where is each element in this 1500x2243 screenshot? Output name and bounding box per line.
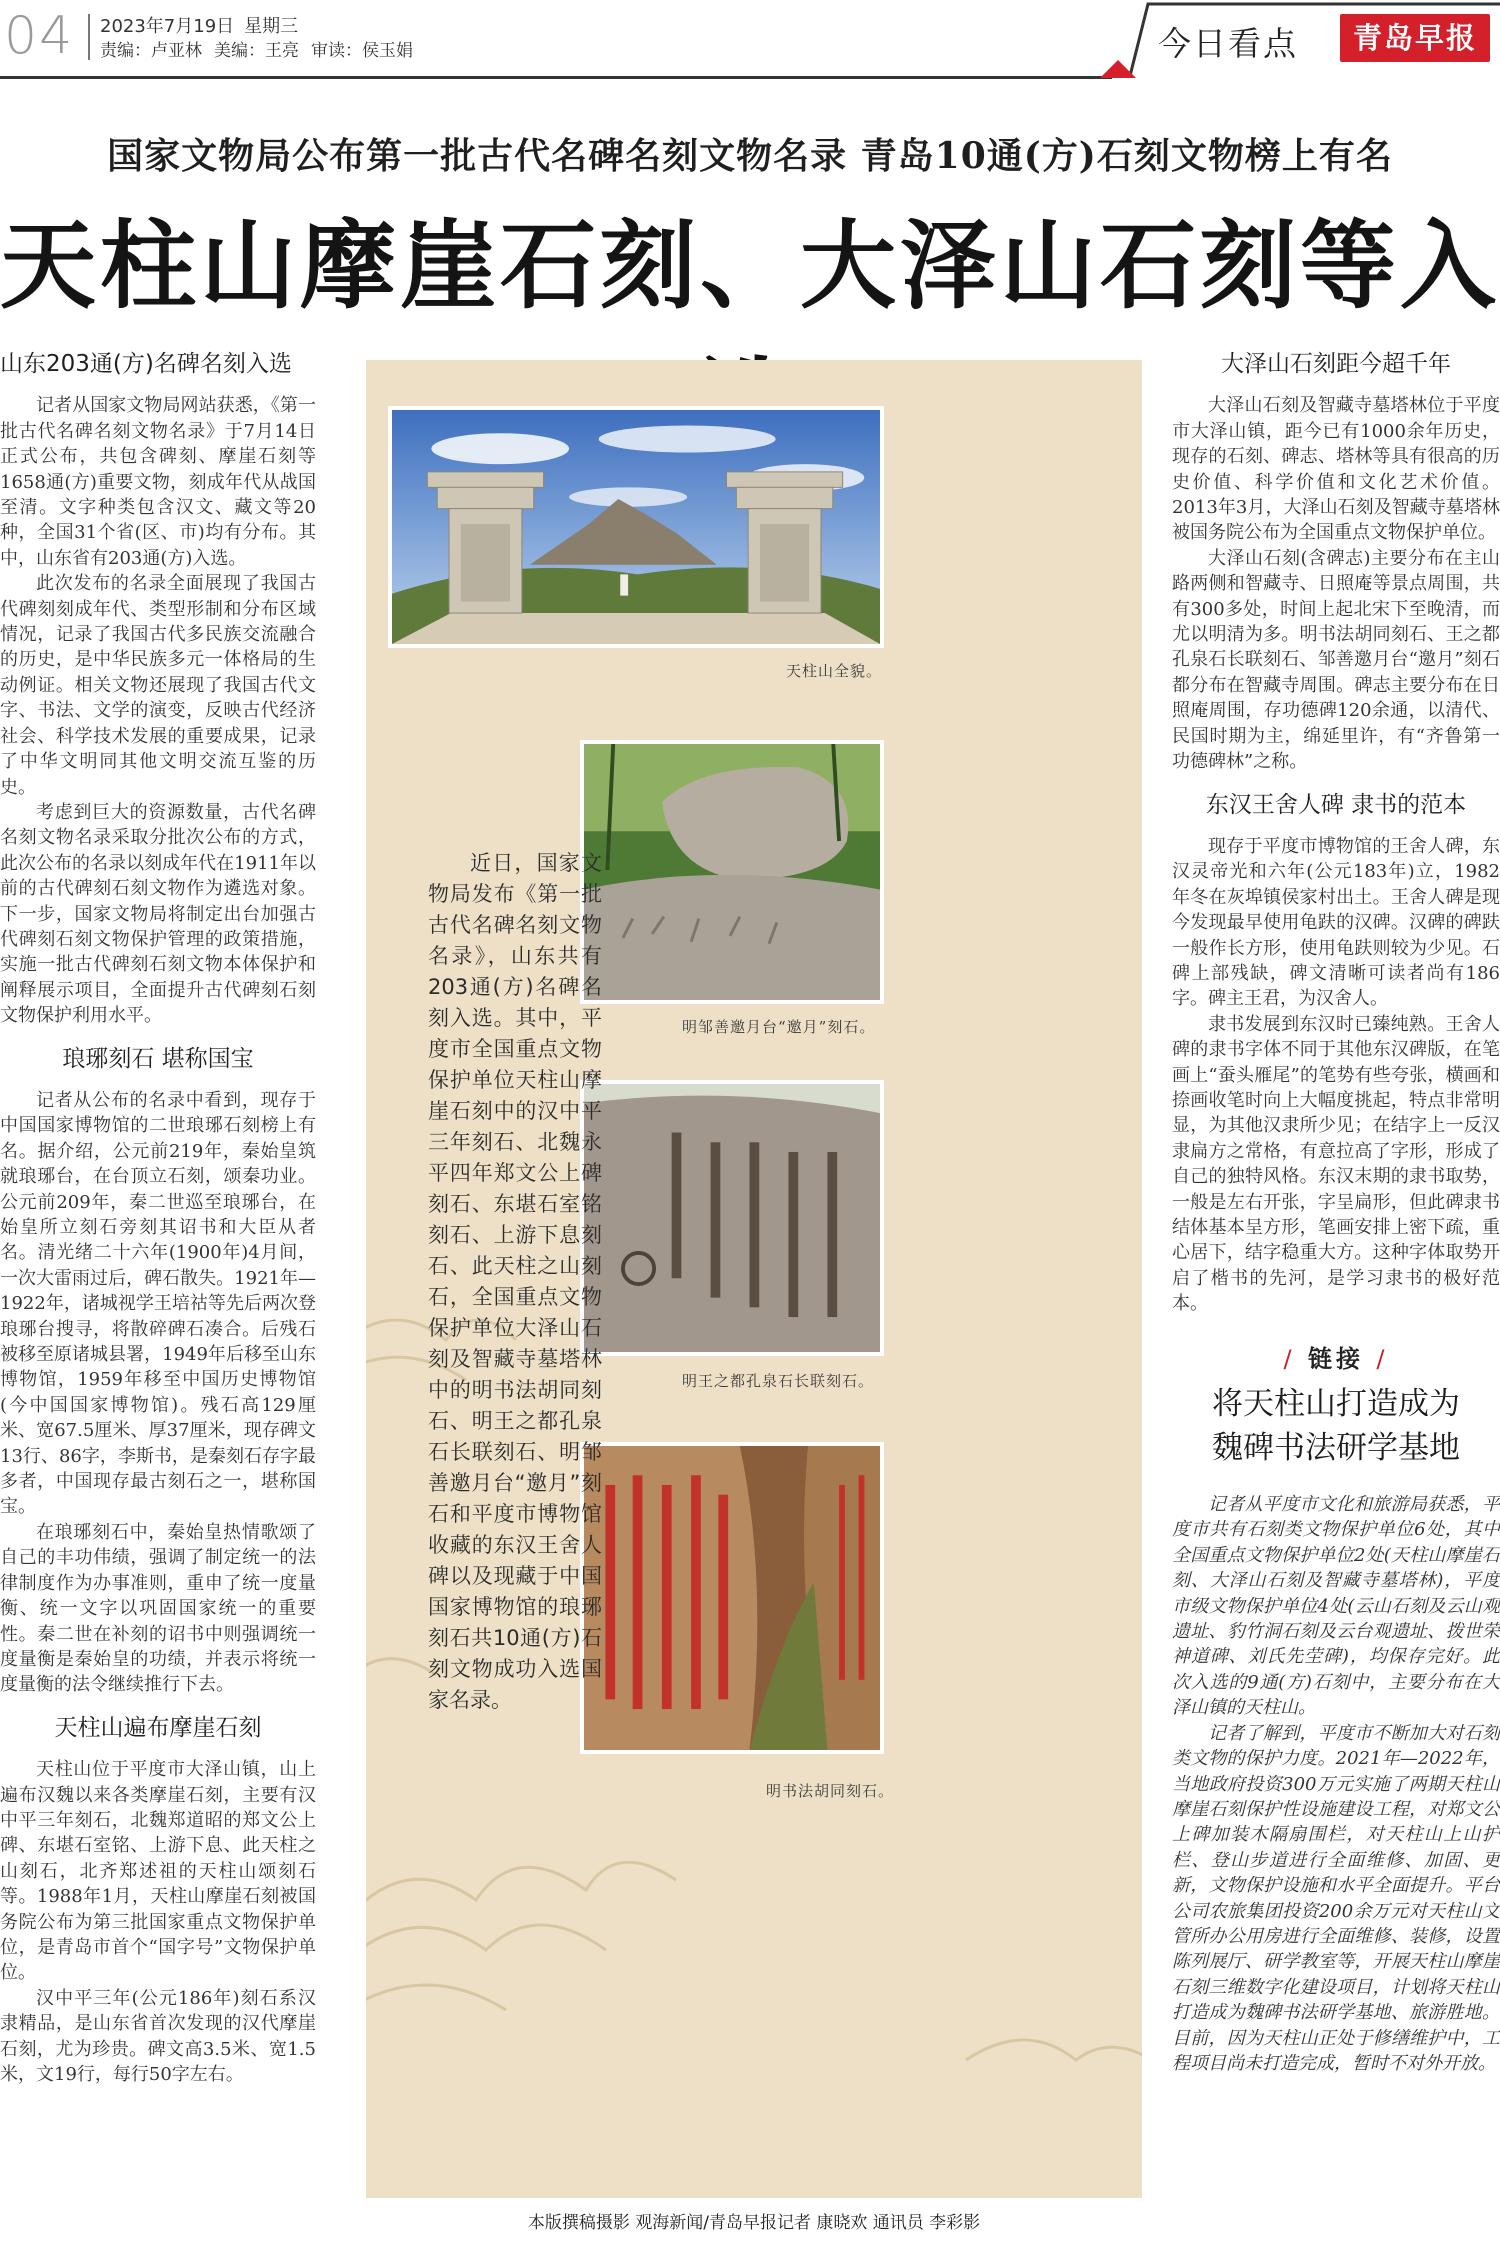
- photo-tianzhushan-panorama: [388, 406, 884, 648]
- link-body: [1172, 1492, 1500, 2076]
- left-column: [0, 352, 316, 2087]
- header-divider: [88, 14, 90, 60]
- article-credit: 本版撰稿摄影 观海新闻/青岛早报记者 康晓欢 通讯员 李彩影: [527, 2213, 981, 2233]
- link-title-line: 将天柱山打造成为: [1212, 1386, 1460, 1423]
- article-headline: 天柱山摩崖石刻、大泽山石刻等入: [0, 210, 1500, 322]
- editor-credits: [100, 36, 425, 61]
- body-paragraph: 隶书发展到东汉时已臻纯熟。王舍人碑的隶书字体不同于其他东汉碑版，在笔画上“蚕头雁尾”的笔势有些夸张，横画和捺画收笔时向上大幅度挑起，特点非常明显，为其他汉隶所少见；在结字上一反汉隶扁方之常格，有意拉高了字形，形成了自己的独特风格。东汉末期的隶书取势，一般是左右开张，字呈扁形，但此碑隶书结体基本呈方形，笔画安排上密下疏，重心居下，结字稳重大方。这种字体取势开启了楷书的先河，是学习隶书的极好范本。: [1172, 1013, 1500, 1315]
- body-paragraph: 记者从公布的名录中看到，现存于中国国家博物馆的二世琅琊石刻榜上有名。据介绍，公元前219年，秦始皇筑就琅琊台，在台顶立石刻，颂秦功业。公元前209年，秦二世巡至琅琊台，在始皇所立刻石旁刻其诏书和大臣从者名。清光绪二十六年(1900年)4月间，一次大雷雨过后，碑石散失。1921年—1922年，诸城视学王培祜等先后两次登琅琊台搜寻，将散碎碑石凑合。后残石被移至原诸城县署，1949年后移至山东博物馆，1959年移至中国历史博物馆(今中国国家博物馆)。残石高129厘米、宽67.5厘米、厚37厘米，现存碑文13行、86字，李斯书，是秦刻石存字最多者，中国现存最古刻石之一，堪称国宝。: [0, 1089, 316, 1518]
- link-title: [1172, 1382, 1500, 1470]
- section-heading: 天柱山遍布摩崖石刻: [54, 1714, 262, 1741]
- link-title-line: 魏碑书法研学基地: [1212, 1430, 1460, 1467]
- body-paragraph: 现存于平度市博物馆的王舍人碑，东汉灵帝光和六年(公元183年)立，1982年冬在灰埠镇侯家村出土。王舍人碑是现今发现最早使用龟趺的汉碑。汉碑的碑趺一般作长方形，使用龟趺则较为少见。石碑上部残缺，碑文清晰可读者尚有186字。碑主王君，为汉舍人。: [1172, 835, 1500, 1010]
- reviewer-credit: 审读：侯玉娟: [311, 41, 413, 61]
- section-title: 今日看点: [1158, 24, 1298, 63]
- body-paragraph: 此次发布的名录全面展现了我国古代碑刻刻成年代、类型形制和分布区域情况，记录了我国古代多民族交流融合的历史，是中华民族多元一体格局的生动例证。相关文物还展现了我国古代文字、书法、文学的演变，反映古代经济社会、科学技术发展的重要成果，记录了中华文明同其他文明交流互鉴的历史。: [0, 573, 316, 798]
- header-rule: [0, 76, 1112, 79]
- issue-date-line: [100, 12, 308, 38]
- link-tag-label: 链接: [1308, 1344, 1364, 1373]
- body-paragraph: 大泽山石刻(含碑志)主要分布在主山路两侧和智藏寺、日照庵等景点周围，共有300多处，时间上起北宋下至晚清，而尤以明清为多。明书法胡同刻石、王之都孔泉石长联刻石、邹善邀月台“邀月”刻石都分布在智藏寺周围。碑志主要分布在日照庵周围，存功德碑120余通，以清代、民国时期为主，绵延里许，有“齐鲁第一功德碑林”之称。: [1172, 547, 1500, 773]
- section-heading: 山东203通(方)名碑名刻入选: [0, 351, 292, 377]
- issue-date: 2023年7月19日: [100, 16, 235, 37]
- link-tag: / 链接 /: [1283, 1344, 1389, 1373]
- body-paragraph: 记者从平度市文化和旅游局获悉，平度市共有石刻类文物保护单位6处，其中全国重点文物保护单位2处(天柱山摩崖石刻、大泽山石刻及智藏寺墓塔林)，平度市级文物保护单位4处(云山石刻及云山观遗址、豹竹洞石刻及云台观遗址、拨世荣神道碑、刘氏先茔碑)，均保存完好。此次入选的9通(方)石刻中，主要分布在大泽山镇的天柱山。: [1172, 1494, 1500, 1719]
- section-heading: 大泽山石刻距今超千年: [1221, 351, 1451, 377]
- section-heading: 琅琊刻石 堪称国宝: [62, 1045, 254, 1072]
- body-paragraph: 记者从国家文物局网站获悉，《第一批古代名碑名刻文物名录》于7月14日正式公布，共包含碑刻、摩崖石刻等1658通(方)重要文物，刻成年代从战国至清。文字种类包含汉文、藏文等20种，全国31个省(区、市)均有分布。其中，山东省有203通(方)入选。: [0, 395, 316, 569]
- section-heading: 东汉王舍人碑 隶书的范本: [1205, 791, 1467, 818]
- article-subhead: 国家文物局公布第一批古代名碑名刻文物名录 青岛10通(方)石刻文物榜上有名: [107, 135, 1393, 177]
- editor-credit: 责编：卢亚林: [100, 41, 202, 61]
- body-paragraph: 记者了解到，平度市不断加大对石刻类文物的保护力度。2021年—2022年，当地政府投资300万元实施了两期天柱山摩崖石刻保护性设施建设工程，对郑文公上碑加装木隔扇围栏，对天柱山上山护栏、登山步道进行全面维修、加固、更新，文物保护设施和水平全面提升。平台公司农旅集团投资200余万元对天柱山文管所办公用房进行全面维修、装修，设置陈列展厅、研学教室等，开展天柱山摩崖石刻三维数字化建设项目，计划将天柱山打造成为魏碑书法研学基地、旅游胜地。目前，因为天柱山正处于修缮维护中，工程项目尚未打造完成，暂时不对外开放。: [1172, 1722, 1500, 2074]
- photo-couplet-carving: [580, 1080, 884, 1356]
- body-paragraph: 考虑到巨大的资源数量，古代名碑名刻文物名录采取分批次公布的方式，此次公布的名录以刻成年代在1911年以前的古代碑刻石刻文物作为遴选对象。下一步，国家文物局将制定出台加强古代碑刻石刻文物保护管理的政策措施，实施一批古代碑刻石刻文物本体保护和阐释展示项目，全面提升古代碑刻石刻文物保护利用水平。: [0, 801, 316, 1027]
- lead-summary: [428, 848, 602, 1716]
- newspaper-logo: 青岛早报: [1340, 14, 1490, 62]
- photo-caption: 明邹善邀月台“邀月”刻石。: [682, 1018, 876, 1036]
- body-paragraph: 大泽山石刻及智藏寺墓塔林位于平度市大泽山镇，距今已有1000余年历史，现存的石刻、碑志、塔林等具有很高的历史价值、科学价值和文化艺术价值。2013年3月，大泽山石刻及智藏寺墓塔林被国务院公布为全国重点文物保护单位。: [1172, 395, 1500, 544]
- lead-paragraph: 近日，国家文物局发布《第一批古代名碑名刻文物名录》，山东共有203通(方)名碑名刻入选。其中，平度市全国重点文物保护单位天柱山摩崖石刻中的汉中平三年刻石、北魏永平四年郑文公上碑刻石、东堪石室铭刻石、上游下息刻石、此天柱之山刻石，全国重点文物保护单位大泽山石刻及智藏寺墓塔林中的明书法胡同刻石、明王之都孔泉石长联刻石、明邹善邀月台“邀月”刻石和平度市博物馆收藏的东汉王舍人碑以及现藏于中国国家博物馆的琅琊刻石共10通(方)石刻文物成功入选国家名录。: [428, 851, 602, 1712]
- issue-weekday: 星期三: [244, 16, 299, 37]
- photo-caption: 天柱山全貌。: [786, 662, 883, 680]
- photo-yaoyue-carving: [580, 740, 884, 1004]
- body-paragraph: 在琅琊刻石中，秦始皇热情歌颂了自己的丰功伟绩，强调了制定统一的法律制度作为办事准则，重申了统一度量衡、统一文字以巩固国家统一的重要性。秦二世在补刻的诏书中则强调统一度量衡是秦始皇的功绩，并表示将统一度量衡的法令继续推行下去。: [0, 1521, 316, 1696]
- photo-caption: 明书法胡同刻石。: [766, 1782, 895, 1800]
- body-paragraph: 汉中平三年(公元186年)刻石系汉隶精品，是山东省首次发现的汉代摩崖石刻，尤为珍贵。碑文高3.5米、宽1.5米，文19行，每行50字左右。: [0, 1987, 316, 2085]
- body-paragraph: 天柱山位于平度市大泽山镇，山上遍布汉魏以来各类摩崖石刻，主要有汉中平三年刻石，北魏郑道昭的郑文公上碑、东堪石室铭、上游下息、此天柱之山刻石，北齐郑述祖的天柱山颂刻石等。1988年1月，天柱山摩崖石刻被国务院公布为第三批国家重点文物保护单位，是青岛市首个“国字号”文物保护单位。: [0, 1759, 316, 1984]
- photo-caption: 明王之都孔泉石长联刻石。: [682, 1372, 875, 1390]
- photo-calligraphy-alley: [580, 1442, 884, 1754]
- page-number: 04: [4, 6, 75, 66]
- right-column: [1172, 352, 1500, 2076]
- designer-credit: 美编：王亮: [214, 41, 299, 61]
